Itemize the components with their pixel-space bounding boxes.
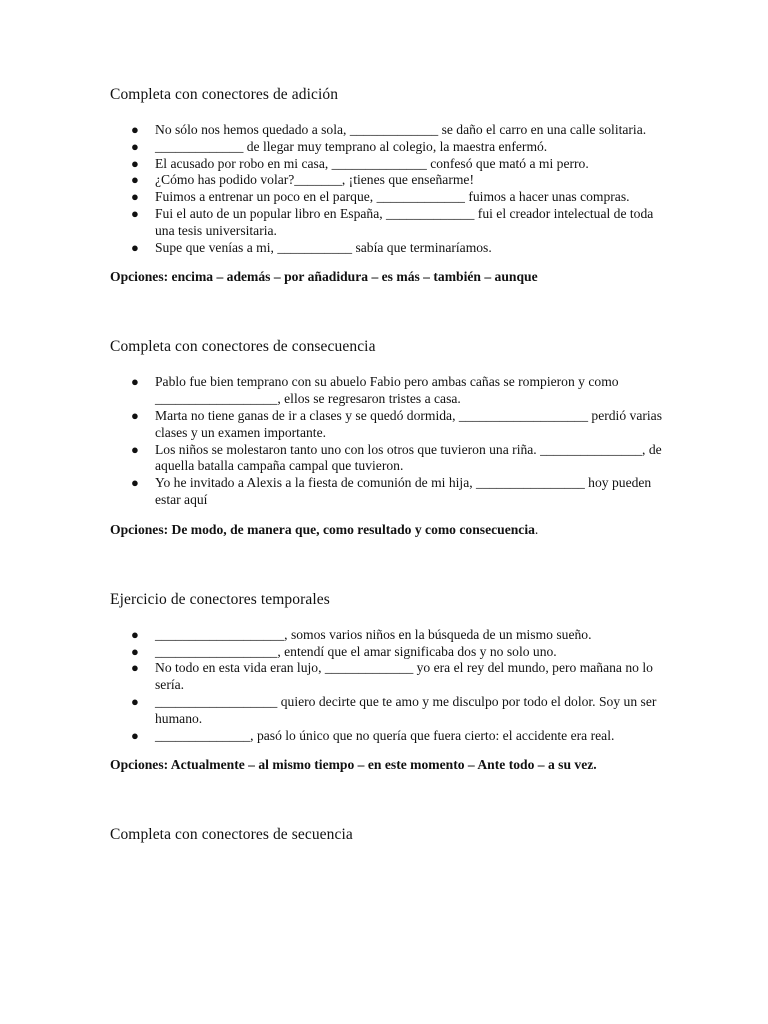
item-text: No todo en esta vida eran lujo, _____________ yo era el rey del mundo, pero mañana no lo sería. [155, 660, 653, 693]
item-text: __________________, entendí que el amar significaba dos y no solo uno. [155, 643, 557, 659]
list-item [110, 475, 668, 509]
section-title: Ejercicio de conectores temporales [110, 590, 330, 608]
options-line [110, 521, 668, 538]
bullet-icon: ● [131, 189, 139, 205]
bullet-icon: ● [131, 205, 139, 221]
item-text: Fui el auto de un popular libro en España, _____________ fui el creador intelectual de toda una tesis universitaria. [155, 205, 654, 238]
options-text: Opciones: encima – además – por añadidura – es más – también – aunque [110, 269, 538, 285]
section-temporales [110, 591, 668, 774]
item-text: El acusado por robo en mi casa, ______________ confesó que mató a mi perro. [155, 155, 589, 171]
bullet-icon: ● [131, 727, 139, 743]
list-item [110, 408, 668, 442]
list-item [110, 728, 668, 745]
section-title: Completa con conectores de consecuencia [110, 338, 376, 356]
options-text: Opciones: Actualmente – al mismo tiempo – en este momento – Ante todo – a su vez. [110, 757, 597, 773]
bullet-icon: ● [131, 693, 139, 709]
bullet-icon: ● [131, 374, 139, 390]
bullet-icon: ● [131, 441, 139, 457]
list-item [110, 172, 668, 189]
bullet-icon: ● [131, 239, 139, 255]
item-text: Fuimos a entrenar un poco en el parque, _____________ fuimos a hacer unas compras. [155, 189, 630, 205]
options-tail: . [534, 521, 539, 537]
section-title: Completa con conectores de secuencia [110, 826, 353, 844]
item-text: ______________, pasó lo único que no quería que fuera cierto: el accidente era real. [155, 727, 615, 743]
section-adicion [110, 86, 668, 285]
list-item [110, 139, 668, 156]
section-secuencia [110, 826, 668, 844]
list-item [110, 660, 668, 694]
list-item [110, 156, 668, 173]
list-item [110, 189, 668, 206]
item-text: Los niños se molestaron tanto uno con los otros que tuvieron una riña. _______________, de aquella batalla campaña campal que tuvieron. [155, 441, 662, 474]
bullet-icon: ● [131, 660, 139, 676]
list-item [110, 442, 668, 476]
item-text: Supe que venías a mi, ___________ sabía que terminaríamos. [155, 239, 492, 255]
options-line [110, 268, 668, 285]
item-text: Pablo fue bien temprano con su abuelo Fabio pero ambas cañas se rompieron y como __________________, ellos se regresaron tristes a casa. [155, 374, 619, 407]
section-title: Completa con conectores de adición [110, 86, 339, 103]
bullet-icon: ● [131, 122, 139, 137]
item-text: __________________ quiero decirte que te amo y me disculpo por todo el dolor. Soy un ser humano. [155, 693, 657, 726]
exercise-list [110, 627, 668, 745]
bullet-icon: ● [131, 475, 139, 491]
bullet-icon: ● [131, 155, 139, 171]
item-text: ___________________, somos varios niños en la búsqueda de un mismo sueño. [155, 626, 592, 642]
list-item [110, 627, 668, 644]
item-text: ¿Cómo has podido volar?_______, ¡tienes que enseñarme! [155, 172, 474, 188]
section-consecuencia [110, 338, 668, 537]
exercise-list [110, 122, 668, 256]
item-text: _____________ de llegar muy temprano al colegio, la maestra enfermó. [155, 138, 548, 154]
list-item [110, 122, 668, 139]
item-text: Marta no tiene ganas de ir a clases y se quedó dormida, ___________________ perdió varias clases y un examen importante. [155, 407, 662, 440]
list-item [110, 206, 668, 240]
list-item [110, 694, 668, 728]
list-item [110, 644, 668, 661]
bullet-icon: ● [131, 407, 139, 423]
bullet-icon: ● [131, 138, 139, 154]
item-text: No sólo nos hemos quedado a sola, _____________ se daño el carro en una calle solitaria. [155, 122, 647, 137]
options-line [110, 756, 668, 773]
bullet-icon: ● [131, 172, 139, 188]
item-text: Yo he invitado a Alexis a la fiesta de comunión de mi hija, ________________ hoy pueden estar aquí [155, 475, 652, 507]
list-item [110, 374, 668, 408]
bullet-icon: ● [131, 626, 139, 642]
options-text: Opciones: De modo, de manera que, como resultado y como consecuencia [110, 521, 535, 537]
bullet-icon: ● [131, 643, 139, 659]
exercise-list [110, 374, 668, 508]
list-item [110, 240, 668, 257]
